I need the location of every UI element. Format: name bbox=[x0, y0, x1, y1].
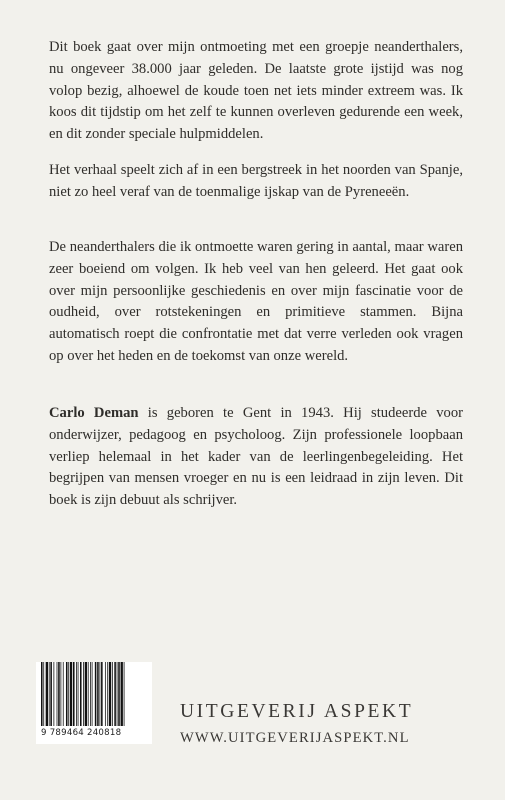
barcode-bar bbox=[105, 662, 106, 726]
barcode-bar bbox=[90, 662, 91, 726]
barcode-bar bbox=[78, 662, 79, 726]
barcode-bar bbox=[73, 662, 75, 726]
barcode-digits: 9 789464 240818 bbox=[41, 728, 122, 738]
barcode-bar bbox=[83, 662, 84, 726]
barcode-bar bbox=[97, 662, 99, 726]
barcode-bar bbox=[92, 662, 93, 726]
barcode-bar bbox=[46, 662, 48, 726]
publisher-url: WWW.UITGEVERIJASPEKT.NL bbox=[180, 730, 410, 746]
publisher-block bbox=[180, 700, 470, 748]
barcode-bar bbox=[109, 662, 111, 726]
barcode-bars bbox=[41, 662, 147, 726]
barcode-bar bbox=[70, 662, 72, 726]
blurb-paragraph-2-text: Het verhaal speelt zich af in een bergstreek in het noorden van Spanje, niet zo heel veraf van de toenmalige ijskap van de Pyreneeën. bbox=[49, 162, 463, 200]
publisher-name: UITGEVERIJ ASPEKT bbox=[180, 701, 414, 722]
barcode-bar bbox=[57, 662, 58, 726]
barcode-bar bbox=[66, 662, 68, 726]
author-name: Carlo Deman bbox=[49, 405, 139, 421]
blurb-paragraph-1-text: Dit boek gaat over mijn ontmoeting met een groepje neanderthalers, nu ongeveer 38.000 jaar geleden. De laatste grote ijstijd was nog volop bezig, alhoewel de koude toen net iets minder extreem was. Ik koos dit tijdstip om het zelf te kunnen overleven gedurende een week, en dit zonder speciale hulpmiddelen. bbox=[49, 39, 463, 143]
barcode-bar bbox=[118, 662, 120, 726]
barcode-bar bbox=[124, 662, 125, 726]
barcode-bar bbox=[95, 662, 97, 726]
barcode-bar bbox=[117, 662, 118, 726]
author-bio-paragraph bbox=[49, 403, 463, 512]
barcode-bar bbox=[53, 662, 54, 726]
barcode-bar bbox=[63, 662, 64, 726]
barcode-bar bbox=[114, 662, 116, 726]
barcode-bar bbox=[112, 662, 113, 726]
barcode-bar bbox=[88, 662, 89, 726]
barcode-bar bbox=[50, 662, 52, 726]
blurb-paragraph-3-text: De neanderthalers die ik ontmoette waren gering in aantal, maar waren zeer boeiend om volgen. Ik heb veel van hen geleerd. Het gaat ook over mijn persoonlijke geschiedenis en over mijn fascinatie voor de oudheid, over rotstekeningen en primitieve stammen. Bijna automatisch roept die confrontatie met dat verre verleden ook vragen op over het heden en de toekomst van onze wereld. bbox=[49, 239, 463, 364]
blurb-paragraph-2 bbox=[49, 160, 463, 204]
barcode-bar bbox=[121, 662, 123, 726]
barcode-bar bbox=[49, 662, 50, 726]
author-bio bbox=[49, 403, 463, 512]
barcode-bar bbox=[76, 662, 77, 726]
barcode-bar bbox=[107, 662, 108, 726]
barcode-bar bbox=[61, 662, 62, 726]
blurb-paragraph-3 bbox=[49, 237, 463, 368]
author-bio-text: is geboren te Gent in 1943. Hij studeerde voor onderwijzer, pedagoog en psycholoog. Zijn professionele loopbaan verliep helemaal in het kader van de leerlingenbegeleiding. Het begrijpen van mensen vroeger en nu is een leidraad in zijn leven. Dit boek is zijn debuut als schrijver. bbox=[49, 405, 463, 509]
barcode-bar bbox=[58, 662, 60, 726]
barcode-bar bbox=[100, 662, 101, 726]
barcode-bar bbox=[80, 662, 82, 726]
isbn-barcode bbox=[36, 662, 152, 744]
barcode-bar bbox=[85, 662, 87, 726]
barcode-bar bbox=[41, 662, 43, 726]
blurb-paragraph-1 bbox=[49, 37, 463, 146]
barcode-bar bbox=[101, 662, 103, 726]
barcode-bar bbox=[43, 662, 44, 726]
barcode-bar bbox=[68, 662, 69, 726]
